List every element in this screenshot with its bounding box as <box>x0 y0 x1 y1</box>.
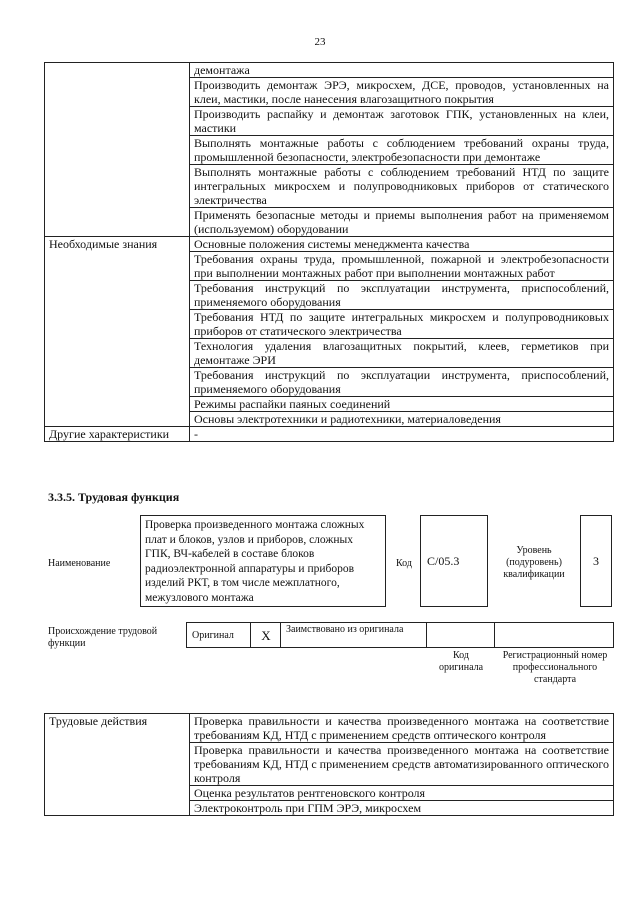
divider <box>280 622 281 648</box>
empty-label-cell <box>45 63 190 237</box>
actions-label: Трудовые действия <box>45 714 190 816</box>
knowledge-cell: Требования инструкций по эксплуатации инструмента, приспособлений, применяемого оборудования <box>190 281 614 310</box>
divider <box>250 622 251 648</box>
action-cell: Оценка результатов рентгеновского контроля <box>190 786 614 801</box>
divider <box>494 622 495 648</box>
knowledge-cell: Технология удаления влагозащитных покрытий, клеев, герметиков при демонтаже ЭРИ <box>190 339 614 368</box>
knowledge-cell: Требования НТД по защите интегральных микросхем и полупроводниковых приборов от статического электричества <box>190 310 614 339</box>
function-name-box: Проверка произведенного монтажа сложных плат и блоков, узлов и приборов, сложных ГПК, ВЧ-кабелей в составе блоков радиоэлектронной аппаратуры и приборов изделий РКТ, в том числе межплатного, межузлового монтажа <box>140 515 386 607</box>
knowledge-cell: Требования инструкций по эксплуатации инструмента, приспособлений, применяемого оборудования <box>190 368 614 397</box>
code-label: Код <box>396 558 412 569</box>
original-code-caption: Код оригинала <box>438 650 484 673</box>
original-mark: X <box>261 628 271 643</box>
name-label: Наименование <box>48 558 111 569</box>
knowledge-cell: Требования охраны труда, промышленной, пожарной и электробезопасности при выполнении монтажных работ при выполнении монтажных работ <box>190 252 614 281</box>
action-cell: Проверка правильности и качества произведенного монтажа на соответствие требованиям КД, НТД с применением средств автоматизированного оптического контроля <box>190 743 614 786</box>
skill-cell: Применять безопасные методы и приемы выполнения работ на применяемом (используемом) оборудовании <box>190 208 614 237</box>
origin-label: Происхождение трудовой функции <box>48 626 158 649</box>
action-cell: Проверка правильности и качества произведенного монтажа на соответствие требованиям КД, НТД с применением средств оптического контроля <box>190 714 614 743</box>
divider <box>426 622 427 648</box>
table-row <box>45 714 614 743</box>
level-value-box: 3 <box>580 515 612 607</box>
knowledge-cell: Основные положения системы менеджмента качества <box>190 237 614 252</box>
knowledge-label: Необходимые знания <box>45 237 190 427</box>
page-number: 23 <box>314 36 326 48</box>
knowledge-cell: Основы электротехники и радиотехники, материаловедения <box>190 412 614 427</box>
skill-cell: демонтажа <box>190 63 614 78</box>
registration-caption: Регистрационный номер профессионального стандарта <box>502 650 608 685</box>
skill-cell: Выполнять монтажные работы с соблюдением требований охраны труда, промышленной безопасности, электробезопасности при демонтаже <box>190 136 614 165</box>
skills-table <box>44 62 614 442</box>
actions-table <box>44 713 614 816</box>
table-row <box>45 427 614 442</box>
other-value: - <box>190 427 614 442</box>
level-label: Уровень (подуровень) квалификации <box>503 545 565 580</box>
original-label: Оригинал <box>192 630 234 641</box>
action-cell: Электроконтроль при ГПМ ЭРЭ, микросхем <box>190 801 614 816</box>
skill-cell: Производить демонтаж ЭРЭ, микросхем, ДСЕ, проводов, установленных на клеи, мастики, после нанесения влагозащитного покрытия <box>190 78 614 107</box>
knowledge-cell: Режимы распайки паяных соединений <box>190 397 614 412</box>
borrowed-label: Заимствовано из оригинала <box>286 624 404 635</box>
skill-cell: Производить распайку и демонтаж заготовок ГПК, установленных на клеи, мастики <box>190 107 614 136</box>
other-label: Другие характеристики <box>45 427 190 442</box>
skill-cell: Выполнять монтажные работы с соблюдением требований НТД по защите интегральных микросхем и полупроводниковых приборов от статического электричества <box>190 165 614 208</box>
table-row <box>45 63 614 78</box>
code-value-box: С/05.3 <box>420 515 488 607</box>
section-heading: 3.3.5. Трудовая функция <box>48 490 180 504</box>
table-row <box>45 237 614 252</box>
